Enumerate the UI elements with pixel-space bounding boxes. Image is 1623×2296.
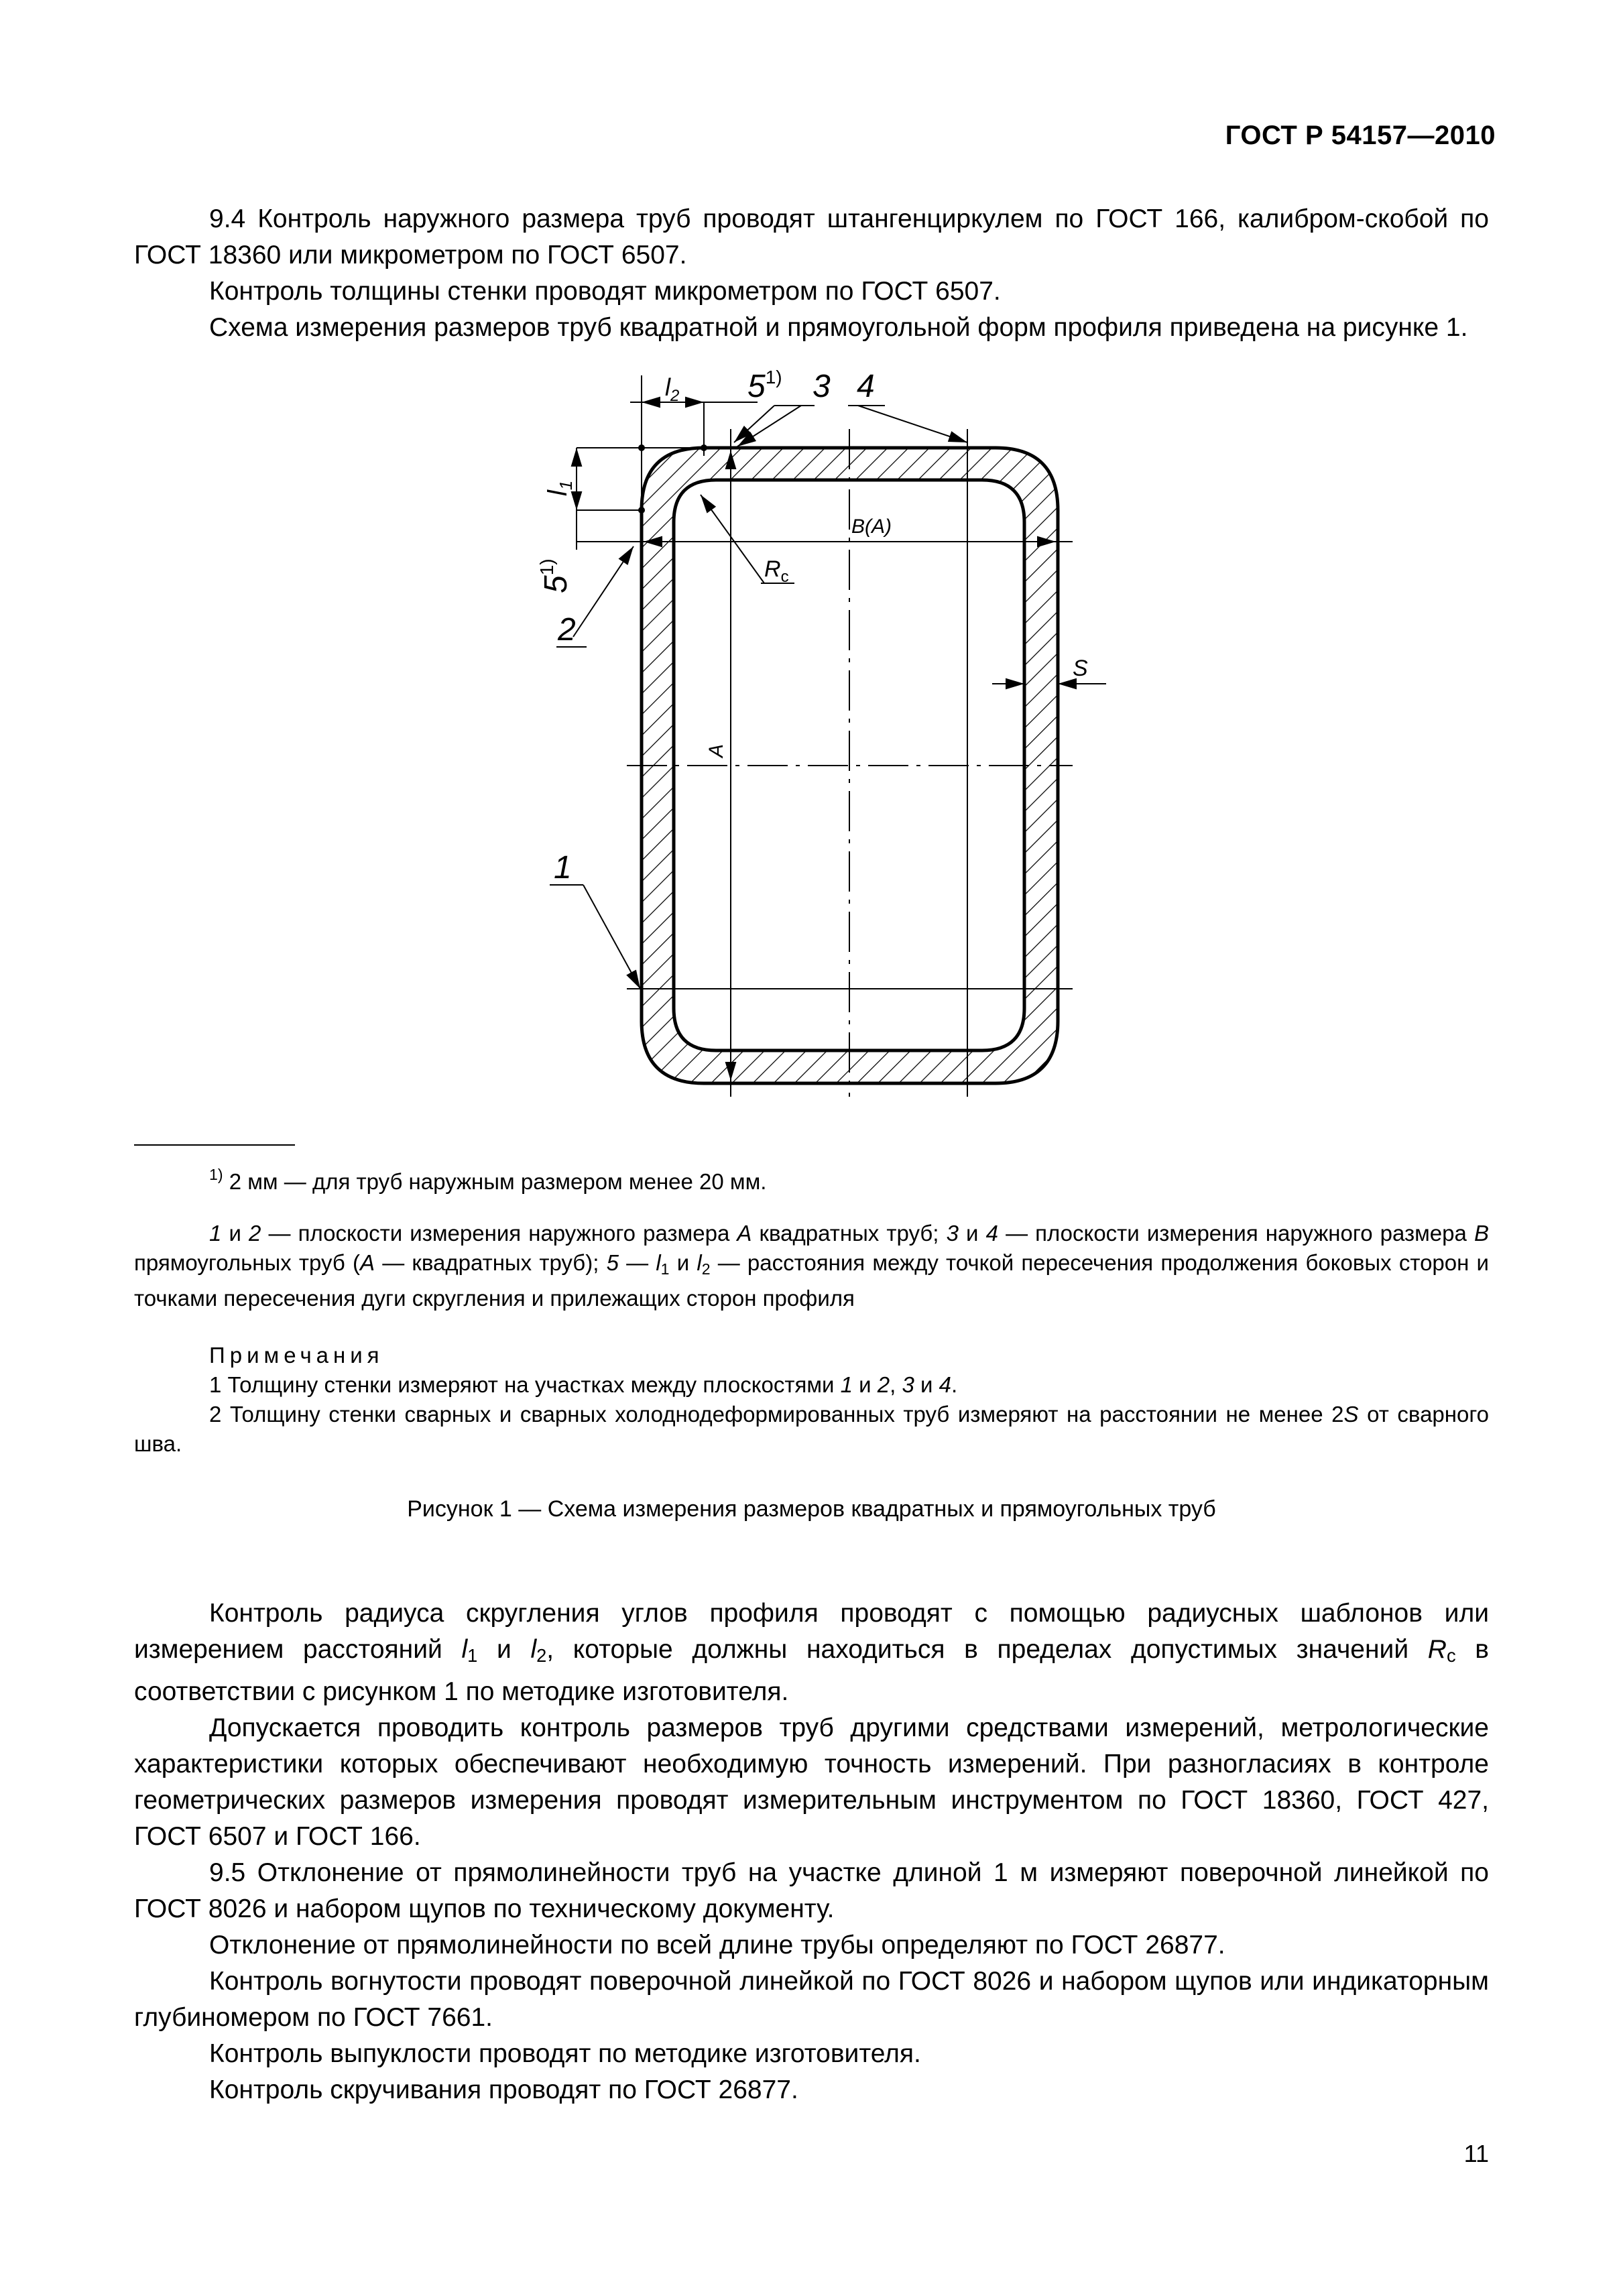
paragraph: Отклонение от прямолинейности по всей длине трубы определяют по ГОСТ 26877.: [209, 1931, 1225, 1959]
footnote: $^{1)}$ 2 мм — для труб наружным размером менее 20 мм.: [209, 1166, 767, 1194]
label-s: S: [1073, 656, 1088, 681]
leader-1: [583, 885, 640, 989]
leader-5-top: [734, 406, 774, 442]
figure-1-diagram: [0, 0, 1623, 1140]
label-rc: $R_c$: [764, 556, 789, 586]
paragraph: 9.4 Контроль наружного размера труб проводят штангенциркулем по ГОСТ 166, калибром-скобой по ГОСТ 18360 или микрометром по ГОСТ 6507.: [134, 204, 1489, 269]
label-5-top: 5$^{1)}$: [747, 367, 782, 404]
figure-legend: [134, 1219, 1489, 1313]
legend-fragment: — плоскости измерения наружного размера: [998, 1221, 1474, 1246]
legend-fragment: и: [958, 1221, 986, 1246]
notes: [134, 1341, 1489, 1459]
paragraph: Схема измерения размеров труб квадратной и прямоугольной форм профиля приведена на рисунке 1.: [209, 313, 1468, 342]
paragraph: Контроль радиуса скругления углов профиля проводят с помощью радиусных шаблонов или измерением расстояний $l_1$ и $l_2$, которые должны находиться в пределах допустимых значений $R_c$ в соответствии с рисунком 1 по методике изготовителя.: [134, 1599, 1489, 1706]
legend-fragment: А: [359, 1250, 375, 1275]
footnote-rule: [134, 1144, 295, 1146]
svg-text:A: A: [705, 743, 727, 758]
note-2: 2 Толщину стенки сварных и сварных холоднодеформированных труб измеряют на расстоянии не менее 2S от сварного шва.: [134, 1402, 1490, 1456]
paragraph: Контроль выпуклости проводят по методике изготовителя.: [209, 2039, 921, 2068]
legend-fragment: 2: [249, 1221, 261, 1246]
paragraph: 9.5 Отклонение от прямолинейности труб на участке длиной 1 м измеряют поверочной линейкой по ГОСТ 8026 и набором щупов по техническому документу.: [134, 1858, 1489, 1923]
paragraph: Контроль вогнутости проводят поверочной линейкой по ГОСТ 8026 и набором щупов или индикаторным глубиномером по ГОСТ 7661.: [134, 1967, 1489, 2032]
label-4: 4: [857, 369, 875, 404]
paragraph: Контроль скручивания проводят по ГОСТ 26877.: [209, 2075, 798, 2104]
legend-fragment: В: [1474, 1221, 1489, 1246]
figure-caption: Рисунок 1 — Схема измерения размеров квадратных и прямоугольных труб: [407, 1496, 1216, 1522]
legend-fragment: 5: [606, 1250, 619, 1275]
label-1: 1: [554, 850, 572, 886]
legend-fragment: — расстояния между точкой пересечения продолжения боковых сторон и точками пересечения дуги скругления и прилежащих сторон профиля: [134, 1250, 1489, 1311]
legend-fragment: — плоскости измерения наружного размера: [261, 1221, 737, 1246]
legend-fragment: квадратных труб;: [752, 1221, 947, 1246]
svg-text:l1: $l_1$: [543, 480, 576, 496]
svg-text:51): 5$^{1)}$: [536, 558, 574, 593]
label-b-a: B(A): [851, 516, 892, 538]
label-l2: $l_2$: [665, 373, 680, 405]
note-1: 1 Толщину стенки измеряют на участках между плоскостями 1 и 2, 3 и 4.: [209, 1372, 958, 1397]
legend-fragment: 3: [946, 1221, 959, 1246]
label-3: 3: [813, 369, 831, 404]
legend-fragment: 2: [701, 1260, 711, 1278]
legend-fragment: прямоугольных труб (: [134, 1250, 360, 1275]
paragraph: Допускается проводить контроль размеров труб другими средствами измерений, метрологические характеристики которых обеспечивают необходимую точность измерений. При разногласиях в контроле геометрических размеров измерения проводят измерительным инструментом по ГОСТ 18360, ГОСТ 427, ГОСТ 6507 и ГОСТ 166.: [134, 1713, 1489, 1851]
leader-rc: [701, 495, 764, 583]
legend-fragment: l: [656, 1250, 661, 1275]
leader-4: [858, 406, 967, 442]
body-after-figure: [134, 1595, 1489, 2108]
legend-fragment: и: [221, 1221, 249, 1246]
paragraph: Контроль толщины стенки проводят микрометром по ГОСТ 6507.: [209, 277, 1001, 306]
page-number: 11: [1463, 2140, 1489, 2167]
legend-fragment: 4: [985, 1221, 998, 1246]
legend-fragment: — квадратных труб);: [375, 1250, 607, 1275]
legend-fragment: —: [618, 1250, 656, 1275]
label-a: [705, 744, 727, 759]
leader-2: [573, 546, 634, 637]
label-2: 2: [558, 612, 576, 648]
legend-fragment: А: [737, 1221, 752, 1246]
legend-fragment: 1: [660, 1260, 670, 1278]
leader-3: [737, 406, 801, 446]
legend-fragment: 1: [209, 1221, 222, 1246]
label-l1: [543, 481, 576, 496]
notes-heading: Примечания: [209, 1343, 384, 1368]
legend-fragment: и: [669, 1250, 697, 1275]
document-header: ГОСТ Р 54157—2010: [1225, 121, 1496, 150]
legend-fragment: l: [697, 1250, 702, 1275]
label-5-left: [536, 558, 574, 593]
